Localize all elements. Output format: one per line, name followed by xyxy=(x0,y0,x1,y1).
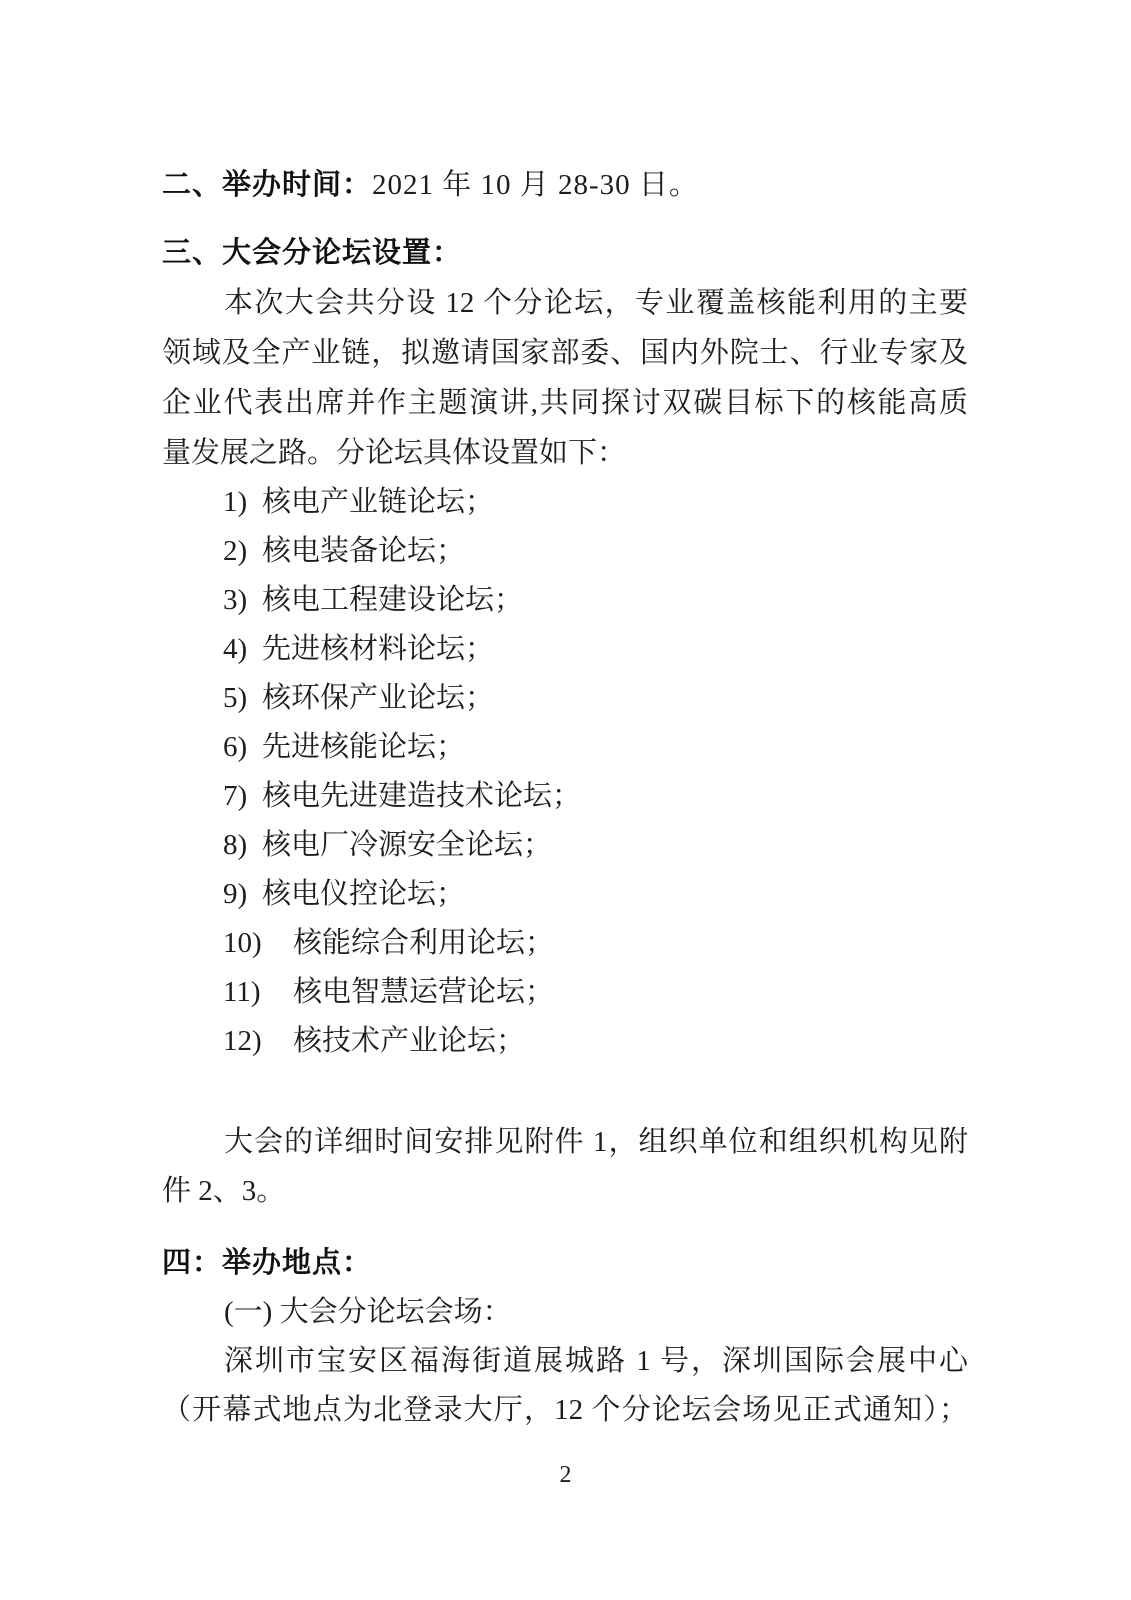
section-time-label: 二、举办时间： xyxy=(162,169,373,201)
forum-item xyxy=(162,674,968,723)
section-time-value: 2021 年 10 月 28-30 日。 xyxy=(372,169,699,201)
forum-item-number: 8) xyxy=(223,829,248,861)
forum-item-number: 12) xyxy=(223,1025,262,1057)
forum-item-label: 核电厂冷源安全论坛； xyxy=(262,829,553,861)
forum-list xyxy=(162,478,968,1066)
paragraph-line: （开幕式地点为北登录大厅，12 个分论坛会场见正式通知）； xyxy=(162,1394,968,1426)
forum-item xyxy=(162,870,968,919)
forum-item-label: 核电仪控论坛； xyxy=(262,878,466,910)
venue-paragraph xyxy=(162,1288,968,1435)
forum-item-number: 11) xyxy=(223,976,261,1008)
forum-item-label: 先进核材料论坛； xyxy=(262,633,495,665)
forum-item-number: 5) xyxy=(223,682,248,714)
forum-item-label: 核能综合利用论坛； xyxy=(293,927,555,959)
paragraph-line: 企业代表出席并作主题演讲,共同探讨双碳目标下的核能高质 xyxy=(162,387,968,419)
forum-item-label: 核环保产业论坛； xyxy=(262,682,495,714)
forum-item-number: 7) xyxy=(223,780,248,812)
forum-item-number: 10) xyxy=(223,927,262,959)
venue-subheading: (一) 大会分论坛会场： xyxy=(224,1296,512,1328)
forum-item-number: 4) xyxy=(223,633,248,665)
forum-item-label: 核技术产业论坛； xyxy=(293,1025,526,1057)
forum-item xyxy=(162,527,968,576)
paragraph-line: 领域及全产业链，拟邀请国家部委、国内外院士、行业专家及 xyxy=(162,337,968,369)
forum-item xyxy=(162,919,968,968)
forum-item-number: 6) xyxy=(223,731,248,763)
forum-item-number: 3) xyxy=(223,584,248,616)
attachments-paragraph xyxy=(162,1118,968,1216)
forum-item xyxy=(162,723,968,772)
section-heading-venue: 四：举办地点： xyxy=(162,1247,373,1279)
forum-item-number: 1) xyxy=(223,486,248,518)
forum-item-number: 2) xyxy=(223,535,248,567)
forum-item-label: 核电产业链论坛； xyxy=(262,486,495,518)
paragraph-line: 本次大会共分设 12 个分论坛，专业覆盖核能利用的主要 xyxy=(224,287,968,319)
forum-item xyxy=(162,576,968,625)
forum-item-label: 核电装备论坛； xyxy=(262,535,466,567)
forum-item xyxy=(162,772,968,821)
document-body xyxy=(162,160,968,1435)
forum-item-label: 核电先进建造技术论坛； xyxy=(262,780,582,812)
paragraph-line: 量发展之路。分论坛具体设置如下： xyxy=(162,437,627,469)
forum-item-label: 先进核能论坛； xyxy=(262,731,466,763)
section-heading-time xyxy=(162,160,968,210)
forums-intro-paragraph xyxy=(162,278,968,478)
forum-item xyxy=(162,478,968,527)
forum-item xyxy=(162,968,968,1017)
page-number: 2 xyxy=(559,1462,572,1488)
paragraph-line: 深圳市宝安区福海街道展城路 1 号，深圳国际会展中心 xyxy=(224,1345,968,1377)
forum-item xyxy=(162,821,968,870)
forum-item-label: 核电工程建设论坛； xyxy=(262,584,524,616)
forum-item xyxy=(162,625,968,674)
section-heading-forums: 三、大会分论坛设置： xyxy=(162,237,463,269)
forum-item-number: 9) xyxy=(223,878,248,910)
paragraph-line: 件 2、3。 xyxy=(162,1175,286,1207)
forum-item-label: 核电智慧运营论坛； xyxy=(293,976,555,1008)
paragraph-line: 大会的详细时间安排见附件 1，组织单位和组织机构见附 xyxy=(224,1126,968,1158)
forum-item xyxy=(162,1017,968,1066)
